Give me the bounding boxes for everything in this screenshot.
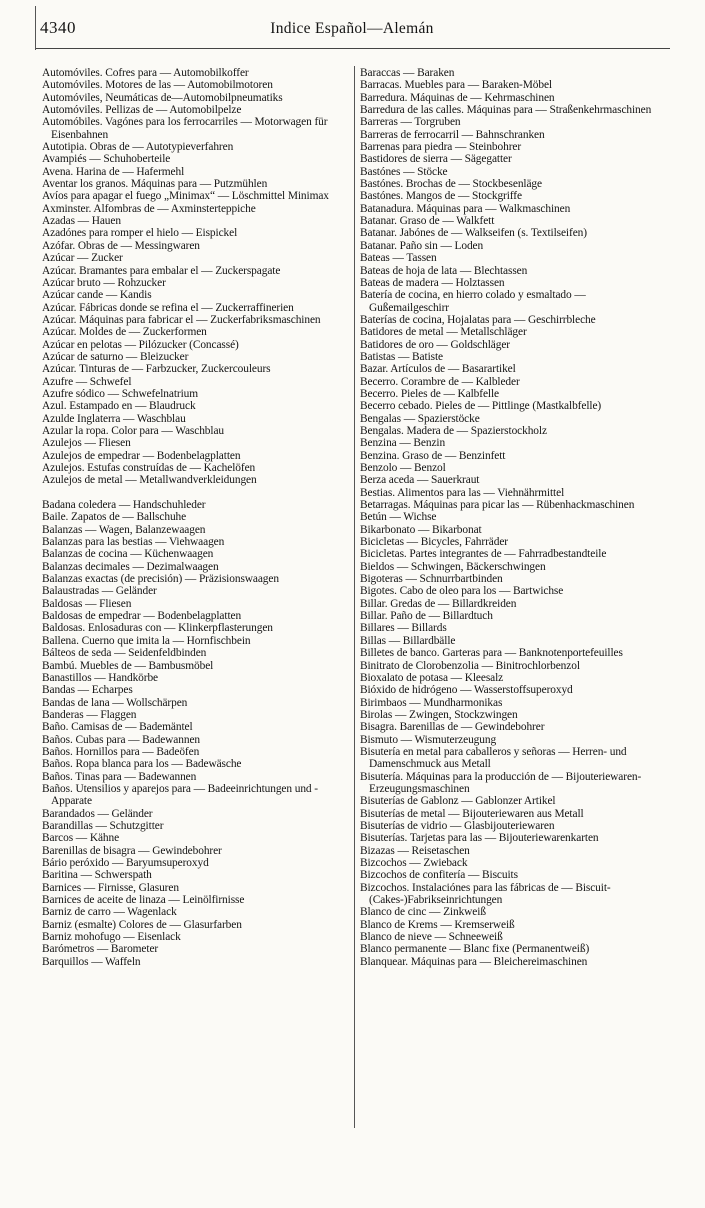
index-entry: Baldosas — Fliesen — [42, 597, 132, 610]
page-number: 4340 — [40, 18, 76, 37]
index-entry: Automóviles. Motores de las — Automobilmotoren — [42, 79, 273, 92]
index-entry: Bastidores de sierra — Sägegatter — [360, 153, 512, 166]
header-rule — [36, 48, 670, 49]
index-entry: Barniz (esmalte) Colores de — Glasurfarben — [42, 918, 242, 931]
index-entry: Benzina. Graso de — Benzinfett — [360, 449, 506, 462]
index-entry: Azadas — Hauen — [42, 215, 121, 228]
index-entry: Benzina — Benzin — [360, 437, 446, 450]
index-entry: Batanar. Jabónes de — Walkseifen (s. Textilseifen) — [360, 227, 587, 240]
index-entry: Bizcochos. Instalaciónes para las fábricas de — Biscuit-(Cakes-)Fabrikseinrichtungen — [360, 881, 611, 907]
index-entry: Bizcochos — Zwieback — [360, 857, 468, 869]
index-entry: Blanco de cinc — Zinkweiß — [360, 906, 486, 919]
index-entry: Blanco permanente — Blanc fixe (Permanentweiß) — [360, 943, 590, 956]
index-entry: Azúcar. Bramantes para embalar el — Zuckerspagate — [42, 264, 281, 277]
index-entry: Azúcar — Zucker — [42, 252, 123, 265]
index-entry: Balanzas exactas (de precisión) — Präzisionswaagen — [42, 573, 279, 586]
index-entry: Baldosas. Enlosaduras con — Klinkerpflasterungen — [42, 622, 273, 635]
left-column — [42, 67, 348, 968]
index-entry: Batanar. Paño sin — Loden — [360, 239, 484, 252]
index-entry: Barreras de ferrocarril — Bahnschranken — [360, 128, 545, 141]
index-entry: Bigotes. Cabo de oleo para los — Bartwichse — [360, 585, 564, 598]
index-entry: Balanzas — Wagen, Balanzewaagen — [42, 523, 206, 536]
index-entry: Barenillas de bisagra — Gewindebohrer — [42, 844, 222, 857]
index-entry: Azulejos de empedrar — Bodenbelagplatten — [42, 449, 241, 462]
index-entry: Azufre sódico — Schwefelnatrium — [42, 387, 199, 400]
index-entry: Azul. Estampado en — Blaudruck — [42, 400, 196, 413]
index-entry: Azúcar. Fábricas donde se refina el — Zuckerraffinerien — [42, 301, 294, 314]
index-entry: Autotipia. Obras de — Autotypieverfahren — [42, 141, 234, 154]
index-entry: Azadónes para romper el hielo — Eispickel — [42, 227, 238, 240]
index-entry: Barómetros — Barometer — [42, 943, 159, 956]
index-entry: Avena. Harina de — Hafermehl — [42, 165, 185, 178]
index-entry: Bisuterías. Tarjetas para las — Bijouteriewarenkarten — [360, 832, 599, 845]
index-entry: Bizazas — Reisetaschen — [360, 844, 470, 857]
index-entry: Barrenas para piedra — Steinbohrer — [360, 141, 522, 154]
index-entry: Azulejos — Fliesen — [42, 437, 131, 450]
index-entry: Blanquear. Máquinas para — Bleichereimaschinen — [360, 955, 588, 968]
index-entry: Bálteos de seda — Seidenfeldbinden — [42, 647, 207, 660]
index-entry: Batanadura. Máquinas para — Walkmaschinen — [360, 202, 571, 215]
index-entry: Barredura de las calles. Máquinas para — Straßenkehrmaschinen — [360, 104, 652, 117]
index-entry: Avampiés — Schuhoberteile — [42, 153, 171, 166]
index-entry: Barcos — Kähne — [42, 832, 120, 845]
index-entry: Balanzas decimales — Dezimalwaagen — [42, 560, 219, 573]
index-entry: Bioxalato de potasa — Kleesalz — [360, 671, 504, 684]
index-entry: Birolas — Zwingen, Stockzwingen — [360, 708, 518, 721]
index-entry: Batanar. Graso de — Walkfett — [360, 215, 495, 228]
index-entry: Baño. Camisas de — Bademäntel — [42, 721, 193, 734]
index-entry: Axminster. Alfombras de — Axminsterteppiche — [42, 202, 256, 215]
index-entry: Azúcar bruto — Rohzucker — [42, 276, 166, 289]
page-title: Indice Español—Alemán — [270, 20, 434, 37]
index-entry: Billar. Gredas de — Billardkreiden — [360, 597, 517, 610]
index-entry: Azulejos de metal — Metallwandverkleidungen — [42, 474, 257, 487]
index-entry: Bióxido de hidrógeno — Wasserstoffsuperoxyd — [360, 684, 573, 697]
index-entry: Azúcar. Máquinas para fabricar el — Zuckerfabriksmaschinen — [42, 313, 321, 326]
index-entry: Automóviles. Cofres para — Automobilkoffer — [42, 67, 249, 79]
index-entry: Bismuto — Wismuterzeugung — [360, 733, 497, 746]
index-entry: Barnices de aceite de linaza — Leinölfirnisse — [42, 894, 245, 907]
index-entry: Azufre — Schwefel — [42, 375, 132, 388]
index-entry: Baños. Utensilios y aparejos para — Badeeinrichtungen und -Apparate — [42, 782, 318, 808]
index-entry: Billas — Billardbälle — [360, 634, 456, 647]
header-left-rule — [35, 6, 36, 50]
index-entry: Binitrato de Clorobenzolia — Binitrochlorbenzol — [360, 659, 580, 672]
index-entry: Batistas — Batiste — [360, 350, 443, 363]
index-entry: Bambú. Muebles de — Bambusmöbel — [42, 659, 214, 672]
index-entry: Bateas de hoja de lata — Blechtassen — [360, 264, 528, 277]
index-entry: Blanco de nieve — Schneeweiß — [360, 931, 503, 944]
index-entry: Becerro cebado. Pieles de — Pittlinge (Mastkalbfelle) — [360, 400, 602, 413]
index-entry: Bestias. Alimentos para las — Viehnährmittel — [360, 486, 565, 499]
index-entry: Barquillos — Waffeln — [42, 955, 141, 968]
index-entry: Birimbaos — Mundharmonikas — [360, 696, 503, 709]
index-entry: Blanco de Krems — Kremserweiß — [360, 918, 515, 931]
index-entry: Azulejos. Estufas construídas de — Kachelöfen — [42, 462, 256, 474]
index-entry: Balaustradas — Geländer — [42, 585, 157, 598]
index-entry: Billar. Paño de — Billardtuch — [360, 610, 493, 623]
index-entry: Bastónes. Mangos de — Stockgriffe — [360, 190, 522, 203]
index-entry: Bengalas. Madera de — Spazierstockholz — [360, 424, 547, 437]
index-entry: Becerro. Corambre de — Kalbleder — [360, 375, 520, 388]
index-entry: Bastónes — Stöcke — [360, 165, 448, 178]
index-entry: Bateas — Tassen — [360, 252, 437, 265]
index-entry: Barniz de carro — Wagenlack — [42, 906, 177, 919]
index-entry: Barniz mohofugo — Eisenlack — [42, 931, 181, 944]
index-entry: Barandados — Geländer — [42, 807, 153, 820]
index-entry: Billetes de banco. Garteras para — Banknotenportefeuilles — [360, 647, 623, 660]
index-entry: Ballena. Cuerno que imita la — Hornfischbein — [42, 634, 251, 647]
index-entry: Barredura. Máquinas de — Kehrmaschinen — [360, 91, 555, 104]
index-entry: Bisuterías de vidrio — Glasbijouteriewaren — [360, 819, 555, 832]
index-entry: Baños. Hornillos para — Badeöfen — [42, 745, 200, 758]
index-entry: Aventar los granos. Máquinas para — Putzmühlen — [42, 178, 268, 191]
index-entry: Balanzas de cocina — Küchenwaagen — [42, 548, 214, 561]
index-entry: Automóbiles. Vagónes para los ferrocarriles — Motorwagen für Eisenbahnen — [42, 116, 328, 141]
index-entry: Bicicletas — Bicycles, Fahrräder — [360, 536, 508, 549]
index-entry: Bizcochos de confitería — Biscuits — [360, 869, 518, 882]
index-entry: Bengalas — Spazierstöcke — [360, 412, 480, 425]
index-entry: Bicicletas. Partes integrantes de — Fahrradbestandteile — [360, 548, 607, 561]
index-entry: Batidores de metal — Metallschläger — [360, 326, 527, 339]
index-entry: Batería de cocina, en hierro colado y esmaltado — Gußemailgeschirr — [360, 289, 586, 314]
index-entry: Bikarbonato — Bikarbonat — [360, 523, 482, 536]
index-entry: Azúcar en pelotas — Pilózucker (Concassé) — [42, 338, 239, 351]
index-entry: Bisagra. Barenillas de — Gewindebohrer — [360, 721, 545, 734]
index-entry: Banastillos — Handkörbe — [42, 671, 159, 684]
index-entry: Barreras — Torgruben — [360, 116, 461, 129]
index-entry: Baritina — Schwerspath — [42, 869, 152, 882]
index-entry: Azúcar. Moldes de — Zuckerformen — [42, 326, 207, 339]
index-entry: Automóviles, Neumáticas de—Automobilpneumatiks — [42, 91, 283, 104]
index-entry: Bisutería. Máquinas para la producción de — Bijouteriewaren-Erzeugungsmaschinen — [360, 770, 642, 795]
index-entry: Azúcar de saturno — Bleizucker — [42, 350, 189, 363]
index-entry: Baños. Ropa blanca para los — Badewäsche — [42, 758, 242, 771]
index-entry: Bisuterías de metal — Bijouteriewaren aus Metall — [360, 807, 584, 820]
index-entry: Becerro. Pieles de — Kalbfelle — [360, 387, 500, 400]
index-entry: Billares — Billards — [360, 622, 447, 635]
index-entry: Bandas — Echarpes — [42, 684, 133, 697]
index-entry: Avíos para apagar el fuego „Minimax“ — Löschmittel Minimax — [42, 190, 329, 203]
index-entry: Baños. Cubas para — Badewannen — [42, 733, 201, 746]
index-entry: Berza aceda — Sauerkraut — [360, 474, 480, 487]
index-entry: Bazar. Artículos de — Basarartikel — [360, 363, 516, 376]
index-entry: Betarragas. Máquinas para picar las — Rübenhackmaschinen — [360, 499, 635, 512]
index-entry: Bateas de madera — Holztassen — [360, 276, 505, 289]
index-entry: Automóviles. Pellizas de — Automobilpelze — [42, 104, 242, 117]
index-entry: Bisuterías de Gablonz — Gablonzer Artikel — [360, 795, 556, 808]
index-entry: Azúcar cande — Kandis — [42, 289, 152, 302]
index-entry: Betún — Wichse — [360, 511, 437, 524]
index-entry: Badana coledera — Handschuhleder — [42, 499, 206, 512]
index-entry: Bisutería en metal para caballeros y señoras — Herren- und Damenschmuck aus Metall — [360, 745, 627, 771]
index-entry: Bieldos — Schwingen, Bäckerschwingen — [360, 560, 546, 573]
index-entry: Bigoteras — Schnurrbartbinden — [360, 573, 503, 586]
right-column — [360, 67, 668, 968]
index-entry: Azulde Inglaterra — Waschblau — [42, 412, 186, 425]
index-entry: Baños. Tinas para — Badewannen — [42, 770, 197, 783]
index-entry: Benzolo — Benzol — [360, 462, 446, 474]
index-entry: Barracas. Muebles para — Baraken-Möbel — [360, 79, 552, 92]
index-entry: Barnices — Firnisse, Glasuren — [42, 881, 179, 894]
section-gap — [42, 487, 348, 499]
page-header — [32, 12, 672, 46]
index-entry: Baile. Zapatos de — Ballschuhe — [42, 511, 187, 524]
column-divider — [354, 66, 355, 1128]
index-entry: Bário peróxido — Baryumsuperoxyd — [42, 857, 209, 869]
index-entry: Banderas — Flaggen — [42, 708, 137, 721]
index-entry: Azúcar. Tinturas de — Farbzucker, Zuckercouleurs — [42, 363, 271, 376]
index-entry: Bandas de lana — Wollschärpen — [42, 696, 188, 709]
index-entry: Bastónes. Brochas de — Stockbesenläge — [360, 178, 542, 191]
index-entry: Barandillas — Schutzgitter — [42, 819, 164, 832]
index-entry: Baraccas — Baraken — [360, 67, 455, 79]
index-entry: Batidores de oro — Goldschläger — [360, 338, 511, 351]
index-entry: Azófar. Obras de — Messingwaren — [42, 239, 200, 252]
index-entry: Balanzas para las bestias — Viehwaagen — [42, 536, 225, 549]
index-entry: Baterías de cocina, Hojalatas para — Geschirrbleche — [360, 313, 596, 326]
index-entry: Baldosas de empedrar — Bodenbelagplatten — [42, 610, 242, 623]
index-entry: Azular la ropa. Color para — Waschblau — [42, 424, 225, 437]
